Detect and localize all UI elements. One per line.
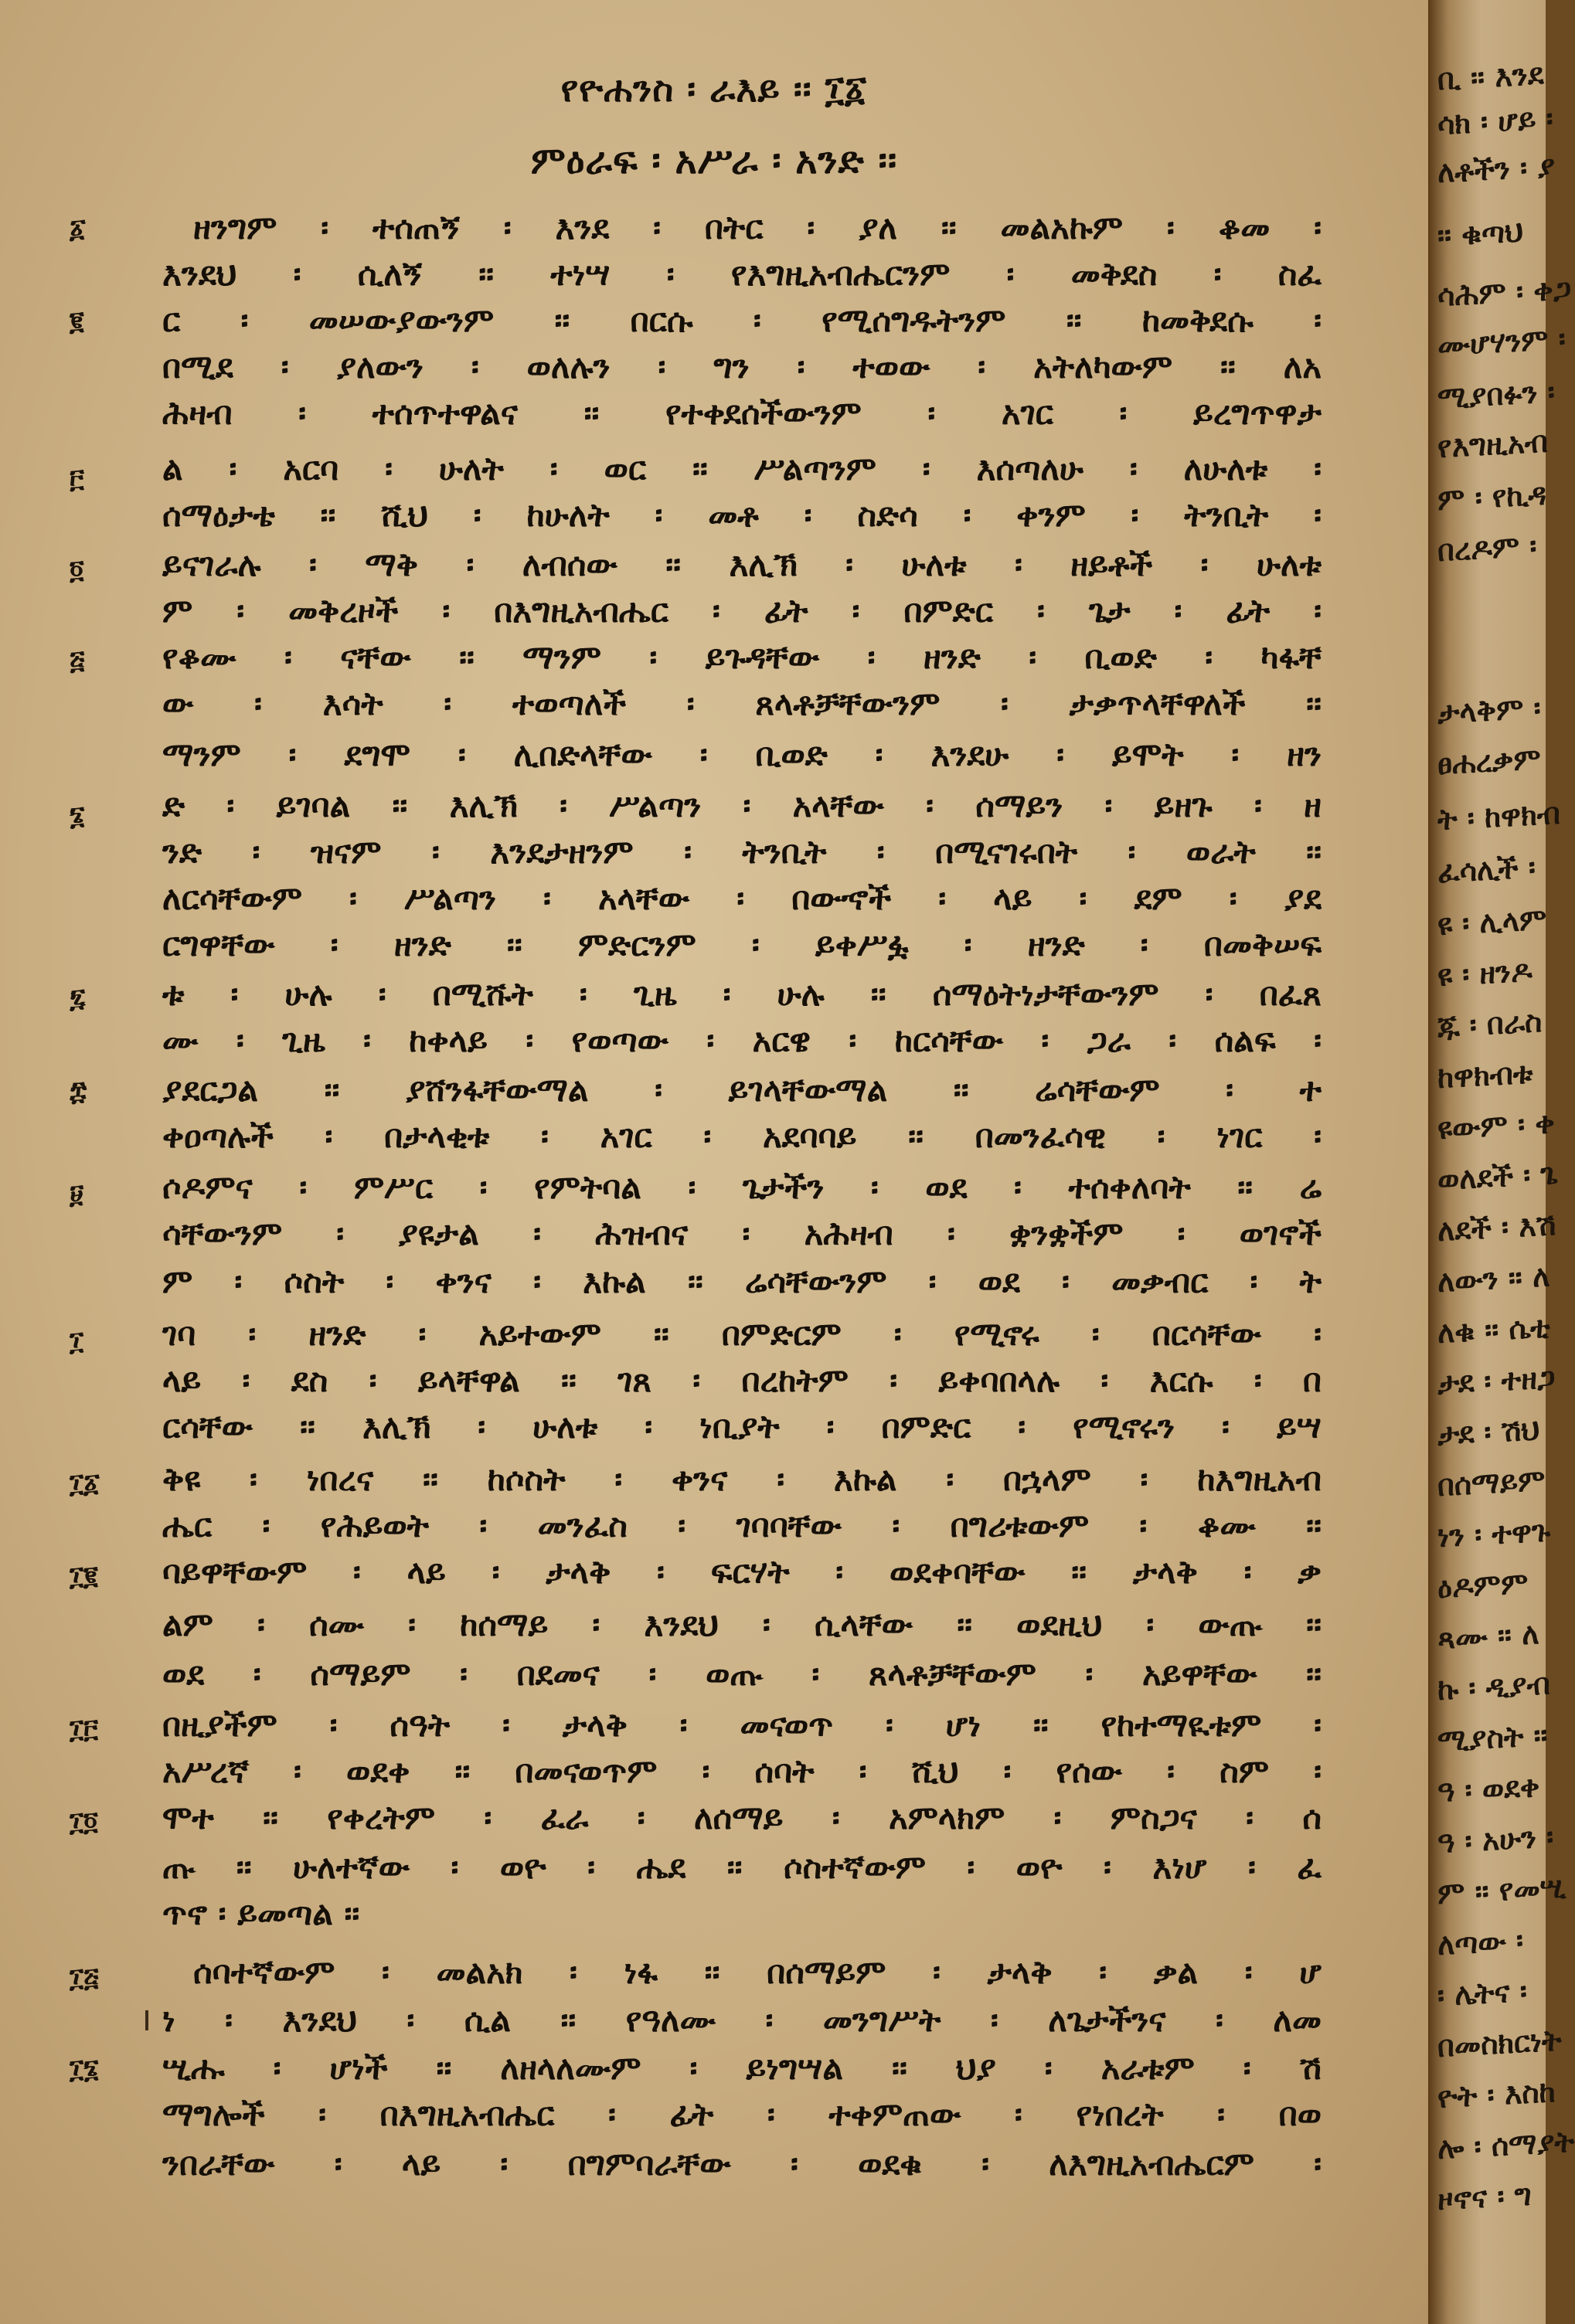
verse-number: ፰ [70, 1075, 87, 1106]
facing-text-line: ዩውም ፡ ቀ [1436, 1105, 1556, 1146]
facing-text-line: ለቁ ፡፡ ሴቲ [1436, 1309, 1551, 1350]
text-line: እንደህ ፡ ሲለኝ ፡፡ ተነሣ ፡ የእግዚአብሔርንም ፡ መቅደስ ፡ ስፈ [162, 255, 1322, 293]
facing-text-line: ዞኖና ፡ ግ [1436, 2176, 1532, 2217]
verse-number: ፲፮ [70, 2054, 99, 2084]
text-line: ሰባተኛውም ፡ መልአክ ፡ ነፋ ፡፡ በሰማይም ፡ ታላቅ ፡ ቃል ፡ ሆ [193, 1953, 1322, 1991]
facing-text-line: ወለደች ፡ ጌ [1436, 1155, 1560, 1197]
facing-text-line: ታላቅም ፡ [1436, 690, 1542, 730]
facing-text-line: ታደ ፡ ተዘጋ [1436, 1360, 1556, 1401]
text-line: የቆሙ ፡ ናቸው ፡፡ ማንም ፡ ይጉዳቸው ፡ ዘንድ ፡ ቢወድ ፡ ካፋቸ [162, 638, 1322, 676]
verse-number: ፩ [70, 213, 86, 244]
text-line: ቱ ፡ ሁሉ ፡ በሚሹት ፡ ጊዜ ፡ ሁሉ ፡፡ ሰማዕትነታቸውንም ፡ በፈጸ [162, 975, 1322, 1013]
text-line: ባይዋቸውም ፡ ላይ ፡ ታላቅ ፡ ፍርሃት ፡ ወደቀባቸው ፡፡ ታላቅ ፡ ቃ [162, 1553, 1322, 1591]
facing-text-line: ፈሳሊች ፡ [1436, 849, 1536, 889]
facing-text-line: ሳክ ፡ ሆይ ፡ [1436, 100, 1554, 141]
text-line: ሰማዕታቴ ፡፡ ሺህ ፡ ከሁለት ፡ መቶ ፡ ስድሳ ፡ ቀንም ፡ ትንቢት ፡ [162, 496, 1322, 534]
facing-text-line: ከዋክብቱ [1436, 1055, 1534, 1095]
text-line: ቅዩ ፡ ነበረና ፡፡ ከሶስት ፡ ቀንና ፡ እኩል ፡ በኋላም ፡ ከእግዚአብ [162, 1460, 1322, 1498]
text-line: ሞተ ፡፡ የቀረትም ፡ ፈራ ፡ ለሰማይ ፡ አምላክም ፡ ምስጋና ፡ ሰ [162, 1799, 1322, 1836]
text-line: ሳቸውንም ፡ ያዩታል ፡ ሕዝብና ፡ አሕዛብ ፡ ቋንቋችም ፡ ወገኖች [162, 1215, 1322, 1252]
facing-text-line: ኩ ፡ ዲያብ [1436, 1666, 1551, 1707]
text-line: ርግዋቸው ፡ ዘንድ ፡፡ ምድርንም ፡ ይቀሥፏ ፡ ዘንድ ፡ በመቅሠፍ [162, 926, 1322, 963]
verse-number: ፬ [70, 555, 84, 586]
verse-number: ፯ [70, 983, 86, 1014]
facing-text-line: ዩ ፡ ሊላም [1436, 901, 1548, 942]
facing-text-line: ዓ ፡ አሁን ፡ [1436, 1819, 1555, 1860]
chapter-title: ምዕራፍ ፡ አሥራ ፡ አንድ ፡፡ [530, 139, 898, 182]
text-line: ጡ ፡፡ ሁለተኛው ፡ ወዮ ፡ ሔደ ፡፡ ሶስተኛውም ፡ ወዮ ፡ እነሆ ፡ ፈ [162, 1848, 1322, 1886]
facing-text-line: በሰማይም [1436, 1462, 1546, 1503]
facing-text-line: ሎ ፡ ሰማያት [1436, 2123, 1575, 2166]
text-line: በዚያችም ፡ ሰዓት ፡ ታላቅ ፡ መናወጥ ፡ ሆነ ፡፡ የከተማዪቱም ፡ [162, 1706, 1322, 1744]
facing-text-line: ፀሐረቃም [1436, 741, 1542, 781]
facing-text-line: በረዶም ፡ [1436, 528, 1538, 568]
text-line: ለርሳቸውም ፡ ሥልጣን ፡ አላቸው ፡ በውኆች ፡ ላይ ፡ ደም ፡ ያደ [162, 879, 1322, 917]
text-line: ጥኖ ፡ ይመጣል ፡፡ [162, 1894, 360, 1932]
facing-text-line: ፡ ሌትና ፡ [1436, 1972, 1528, 2013]
facing-text-line: ሳሕም ፡ ቀጋ [1436, 270, 1573, 313]
text-line: ሢሑ ፡ ሆነች ፡፡ ለዘላለሙም ፡ ይነግሣል ፡፡ ህያ ፡ አራቱም ፡ ሽ [162, 2049, 1322, 2087]
verse-number: ፲፪ [70, 1561, 98, 1592]
facing-text-line: ፡፡ ቁጣህ [1436, 213, 1525, 253]
verse-number: ፲፭ [70, 1962, 99, 1993]
text-line: ንድ ፡ ዝናም ፡ እንደታዘንም ፡ ትንቢት ፡ በሚናገሩበት ፡ ወራት ፡፡ [162, 833, 1322, 871]
facing-text-line: ሚያበፉን ፡ [1436, 374, 1556, 415]
text-line: ንበራቸው ፡ ላይ ፡ በግምባራቸው ፡ ወደቁ ፡ ለእግዚአብሔርም ፡ [162, 2145, 1322, 2183]
text-line: ላይ ፡ ደስ ፡ ይላቸዋል ፡፡ ገጸ ፡ በረከትም ፡ ይቀባበላሉ ፡ እርሱ ፡ በ [162, 1361, 1322, 1399]
facing-text-line: ዓ ፡ ወደቀ [1436, 1768, 1541, 1809]
text-line: ማግሎች ፡ በእግዚአብሔር ፡ ፊት ፡ ተቀምጠው ፡ የነበረት ፡ በወ [162, 2095, 1322, 2133]
verse-number: ፲፬ [70, 1806, 98, 1837]
verse-number: ፲፫ [70, 1714, 98, 1745]
facing-text-line: ለደች ፡ እሽ [1436, 1207, 1557, 1248]
verse-number: ፫ [70, 464, 84, 494]
text-line: በሚደ ፡ ያለውን ፡ ወለሉን ፡ ግን ፡ ተወው ፡ አትለካውም ፡፡ ለአ [162, 348, 1322, 386]
verse-number: ፲፩ [70, 1468, 100, 1499]
facing-text-line: ነን ፡ ተዋጉ [1436, 1513, 1551, 1554]
facing-text-line: ሙሆሃንም ፡ [1436, 321, 1566, 362]
text-line: ም ፡ ሶስት ፡ ቀንና ፡ እኩል ፡፡ ሬሳቸውንም ፡ ወደ ፡ መቃብር ፡ ት [162, 1262, 1322, 1300]
facing-text-line: ም ፡ የኪዳ [1436, 476, 1548, 517]
facing-text-line: ዕዶምም [1436, 1565, 1529, 1605]
text-line: ያደርጋል ፡፡ ያሸንፋቸውማል ፡ ይገላቸውማል ፡፡ ሬሳቸውም ፡ ተ [162, 1071, 1322, 1109]
facing-text-line: ለቶችን ፡ ያ [1436, 148, 1556, 189]
text-line: ቀዐጣሉች ፡ በታላቂቱ ፡ አገር ፡ አደባባይ ፡፡ በመንፈሳዊ ፡ ነገር ፡ [162, 1117, 1322, 1155]
text-line: ይናገራሉ ፡ ማቅ ፡ ለብሰው ፡፡ እሊኽ ፡ ሁለቱ ፡ ዘይቶች ፡ ሁለቱ [162, 545, 1322, 583]
facing-text-line: ት ፡ ከዋክብ [1436, 795, 1561, 837]
text-line: ድ ፡ ይገባል ፡፡ እሊኽ ፡ ሥልጣን ፡ አላቸው ፡ ሰማይን ፡ ይዘጉ ፡ ዘ [162, 787, 1322, 824]
running-header: የዮሐንስ ፡ ራእይ ፡፡ ፲፩ [560, 68, 868, 110]
text-line: ርሳቸው ፡፡ እሊኽ ፡ ሁለቱ ፡ ነቢያት ፡ በምድር ፡ የሚኖሩን ፡ ይሣ [162, 1408, 1322, 1446]
text-line: ር ፡ መሠውያውንም ፡፡ በርሱ ፡ የሚሰግዱትንም ፡፡ ከመቅደሱ ፡ [162, 301, 1322, 339]
facing-text-line: ሚያስት ፡፡ [1436, 1717, 1549, 1758]
verse-number: ፮ [70, 800, 85, 831]
facing-text-line: ለውን ፡፡ ለ [1436, 1258, 1551, 1299]
verse-number: ፪ [70, 306, 84, 337]
text-line: ወደ ፡ ሰማይም ፡ በደመና ፡ ወጡ ፡ ጸላቶቻቸውም ፡ አይዋቸው ፡፡ [162, 1655, 1322, 1693]
facing-page-edge [1428, 0, 1575, 2324]
facing-text-line: ቢ ፡፡ እንደ [1436, 56, 1545, 97]
text-line: ሔር ፡ የሕይወት ፡ መንፈስ ፡ ገባባቸው ፡ በግሪቱውም ፡ ቆሙ ፡፡ [162, 1507, 1322, 1544]
facing-text-line: ታደ ፡ ሽህ [1436, 1412, 1541, 1452]
facing-text-line: ዩ ፡ ዘንዶ [1436, 953, 1533, 993]
facing-text-line: ለጣው ፡ [1436, 1922, 1525, 1962]
text-line: ሙ ፡ ጊዜ ፡ ከቀላይ ፡ የወጣው ፡ አርዌ ፡ ከርሳቸው ፡ ጋራ ፡ ሰልፍ ፡ [162, 1021, 1322, 1059]
text-line: ም ፡ መቅረዞች ፡ በእግዚአብሔር ፡ ፊት ፡ በምድር ፡ ጌታ ፡ ፊት ፡ [162, 592, 1322, 630]
facing-text-line: የእግዚአብ [1436, 423, 1549, 464]
text-line: ገባ ፡ ዘንድ ፡ አይተውም ፡፡ በምድርም ፡ የሚኖሩ ፡ በርሳቸው ፡ [162, 1315, 1322, 1353]
text-line: ሶዶምና ፡ ምሥር ፡ የምትባል ፡ ጌታችን ፡ ወደ ፡ ተሰቀለባት ፡፡ ሬ [162, 1168, 1322, 1206]
text-line: ነ ፡ እንደህ ፡ ሲል ፡፡ የዓለሙ ፡ መንግሥት ፡ ለጌታችንና ፡ ለመ [162, 2001, 1322, 2039]
text-line: ዘንግም ፡ ተሰጠኝ ፡ እንደ ፡ በትር ፡ ያለ ፡፡ መልአኩም ፡ ቆመ ፡ [193, 209, 1322, 246]
facing-text-line: ዮት ፡ እስከ [1436, 2074, 1556, 2115]
text-line: ማንም ፡ ደግሞ ፡ ሊበድላቸው ፡ ቢወድ ፡ እንደሁ ፡ ይሞት ፡ ዘን [162, 736, 1322, 773]
facing-text-line: ጻሙ ፡፡ ለ [1436, 1616, 1540, 1656]
facing-text-line: ጁ ፡ በራስ [1436, 1003, 1543, 1044]
verse-number: ፭ [70, 645, 85, 676]
text-line: ል ፡ አርባ ፡ ሁለት ፡ ወር ፡፡ ሥልጣንም ፡ እሰጣለሁ ፡ ለሁለቱ ፡ [162, 450, 1322, 488]
facing-text-line: በመስክርነት [1436, 2022, 1563, 2064]
text-line: አሥረኛ ፡ ወደቀ ፡፡ በመናወጥም ፡ ሰባት ፡ ሺህ ፡ የሰው ፡ ስም ፡ [162, 1752, 1322, 1790]
text-line: ው ፡ እሳት ፡ ተወጣለች ፡ ጸላቶቻቸውንም ፡ ታቃጥላቸዋለች ፡፡ [162, 685, 1322, 722]
verse-number: ፲ [70, 1326, 84, 1357]
text-line: ሕዛብ ፡ ተሰጥተዋልና ፡፡ የተቀደሰችውንም ፡ አገር ፡ ይረግጥዋታ [162, 394, 1322, 432]
text-line: ልም ፡ ሰሙ ፡ ከሰማይ ፡ እንደህ ፡ ሲላቸው ፡፡ ወደዚህ ፡ ውጡ ፡፡ [162, 1605, 1322, 1643]
verse-number: ፱ [70, 1179, 84, 1210]
margin-mark [145, 2010, 148, 2030]
facing-text-line: ም ፡፡ የመሢ [1436, 1869, 1567, 1911]
